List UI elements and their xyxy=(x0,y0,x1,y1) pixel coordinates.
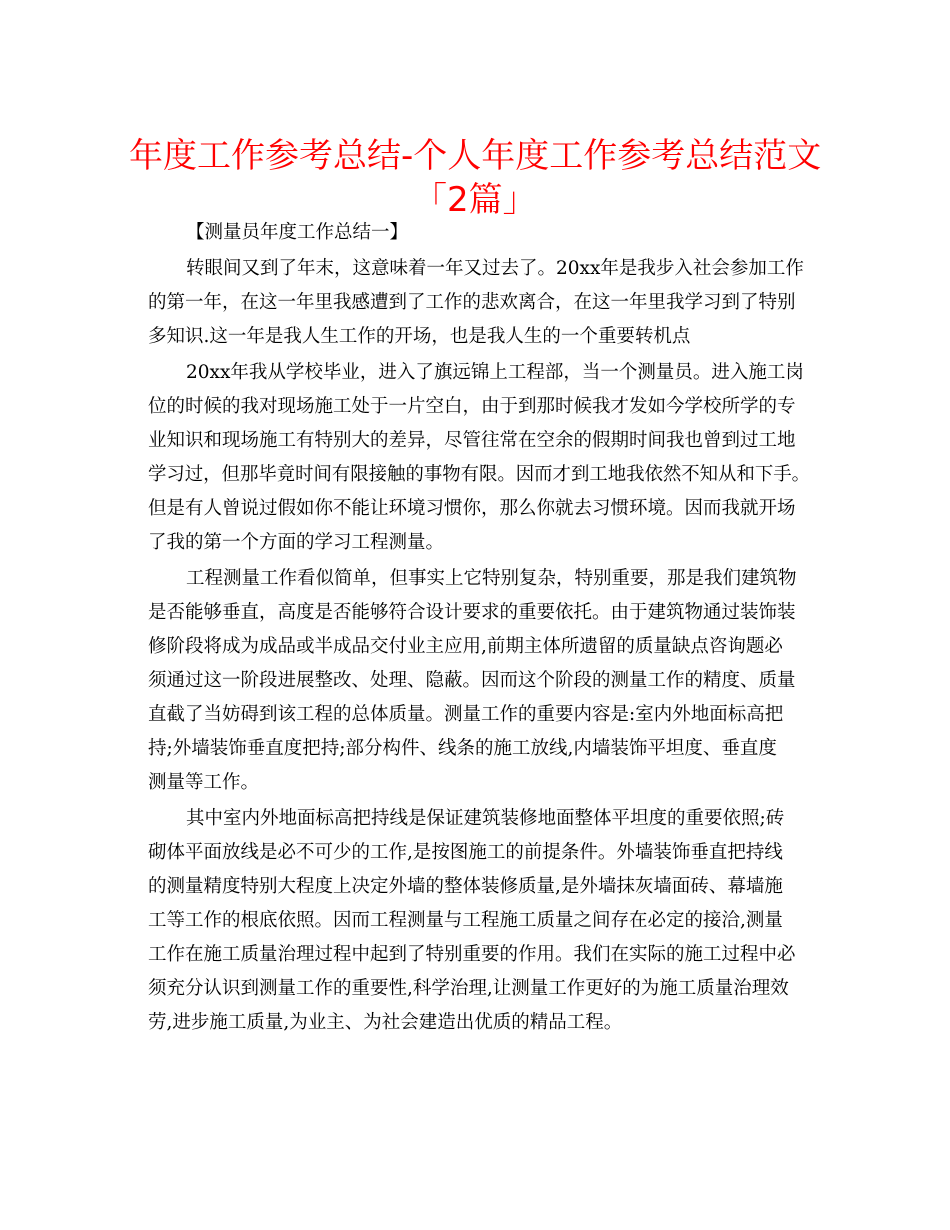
paragraph-2-line-4: 学习过，但那毕竟时间有限接触的事物有限。因而才到工地我依然不知从和下手。 xyxy=(148,464,811,485)
paragraph-4-line-3: 的测量精度特别大程度上决定外墙的整体装修质量,是外墙抹灰墙面砖、幕墙施 xyxy=(148,876,783,897)
paragraph-4-line-2: 砌体平面放线是必不可少的工作,是按图施工的前提条件。外墙装饰垂直把持线 xyxy=(148,842,783,863)
paragraph-2-line-5: 但是有人曾说过假如你不能让环境习惯你，那么你就去习惯环境。因而我就开场 xyxy=(148,498,796,519)
paragraph-3-line-7: 测量等工作。 xyxy=(148,772,260,793)
paragraph-1-line-3: 多知识.这一年是我人生工作的开场，也是我人生的一个重要转机点 xyxy=(148,326,691,347)
paragraph-3-line-5: 直截了当妨碍到该工程的总体质量。测量工作的重要内容是:室内外地面标高把 xyxy=(148,704,784,725)
paragraph-3-line-6: 持;外墙装饰垂直度把持;部分构件、线条的施工放线,内墙装饰平坦度、垂直度 xyxy=(148,738,777,759)
paragraph-2-line-6: 了我的第一个方面的学习工程测量。 xyxy=(148,532,445,553)
paragraph-3-line-3: 修阶段将成为成品或半成品交付业主应用,前期主体所遗留的质量缺点咨询题必 xyxy=(148,636,783,657)
paragraph-2-line-3: 业知识和现场施工有特别大的差异，尽管往常在空余的假期时间我也曾到过工地 xyxy=(148,430,796,451)
paragraph-2-line-2: 位的时候的我对现场施工处于一片空白，由于到那时候我才发如今学校所学的专 xyxy=(148,396,796,417)
paragraph-1-line-2: 的第一年，在这一年里我感遭到了工作的悲欢离合，在这一年里我学习到了特别 xyxy=(148,292,796,313)
section-heading: 【测量员年度工作总结一】 xyxy=(186,222,409,243)
paragraph-4-line-5: 工作在施工质量治理过程中起到了特别重要的作用。我们在实际的施工过程中必 xyxy=(148,944,796,965)
paragraph-3-line-1: 工程测量工作看似简单，但事实上它特别复杂，特别重要，那是我们建筑物 xyxy=(186,568,797,589)
document-title-line-1: 年度工作参考总结-个人年度工作参考总结范文 xyxy=(129,136,822,176)
paragraph-2-line-1: 20xx年我从学校毕业，进入了旗远锦上工程部，当一个测量员。进入施工岗 xyxy=(186,362,804,383)
paragraph-4-line-6: 须充分认识到测量工作的重要性,科学治理,让测量工作更好的为施工质量治理效 xyxy=(148,978,789,999)
paragraph-3-line-4: 须通过这一阶段进展整改、处理、隐蔽。因而这个阶段的测量工作的精度、质量 xyxy=(148,670,796,691)
paragraph-1-line-1: 转眼间又到了年末，这意味着一年又过去了。20xx年是我步入社会参加工作 xyxy=(186,258,804,279)
paragraph-4-line-1: 其中室内外地面标高把持线是保证建筑装修地面整体平坦度的重要依照;砖 xyxy=(186,808,785,829)
paragraph-4-line-7: 劳,进步施工质量,为业主、为社会建造出优质的精品工程。 xyxy=(148,1012,623,1033)
paragraph-3-line-2: 是否能够垂直，高度是否能够符合设计要求的重要依托。由于建筑物通过装饰装 xyxy=(148,602,796,623)
document-title-line-2: 「2篇」 xyxy=(413,180,537,220)
paragraph-4-line-4: 工等工作的根底依照。因而工程测量与工程施工质量之间存在必定的接洽,测量 xyxy=(148,910,783,931)
